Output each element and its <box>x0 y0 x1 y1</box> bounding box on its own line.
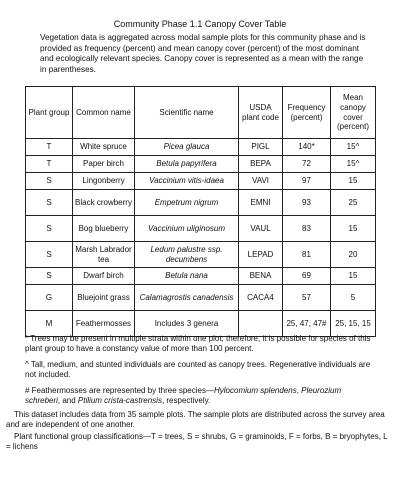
table-row <box>26 190 376 216</box>
cell-frequency: 57 <box>283 285 331 311</box>
cell-cover: 25 <box>331 190 376 216</box>
table-row <box>26 216 376 242</box>
cell-frequency: 81 <box>283 242 331 268</box>
moss-species-1: Hylocomium splendens <box>213 385 297 395</box>
cell-group: S <box>26 268 73 285</box>
cell-scientific: Betula papyrifera <box>135 156 239 173</box>
table-row <box>26 242 376 268</box>
note-canopy: ^ Tall, medium, and stunted individuals are counted as canopy trees. Regenerative individuals are not included. <box>25 359 371 380</box>
cell-frequency: 25, 47, 47# <box>283 311 331 337</box>
header-common-name: Common name <box>73 87 135 139</box>
header-scientific-name: Scientific name <box>135 87 239 139</box>
cell-cover: 15^ <box>331 156 376 173</box>
cell-scientific: Betula nana <box>135 268 239 285</box>
cell-frequency: 93 <box>283 190 331 216</box>
cell-scientific: Vaccinium uliginosum <box>135 216 239 242</box>
note-mosses-suffix: , respectively. <box>161 396 211 406</box>
note-sep-1: , <box>296 385 302 395</box>
header-frequency: Frequency (percent) <box>283 87 331 139</box>
cell-code: CACA4 <box>239 285 283 311</box>
cell-scientific: Ledum palustre ssp. decumbens <box>135 242 239 268</box>
cell-group: S <box>26 173 73 190</box>
table-header-row <box>26 87 376 139</box>
plant-group-key: Plant functional group classifications—T = trees, S = shrubs, G = graminoids, F = forbs, B = bryophytes, L = lichens <box>6 431 388 452</box>
dataset-notes <box>6 410 394 454</box>
cell-cover: 15 <box>331 268 376 285</box>
moss-species-2: Pleurozium schreberi <box>25 385 342 406</box>
cell-code: BENA <box>239 268 283 285</box>
cell-code: BEPA <box>239 156 283 173</box>
cell-group: M <box>26 311 73 337</box>
dataset-samples-note: This dataset includes data from 35 sample plots. The sample plots are distributed across the survey area and are independent of one another. <box>6 410 385 430</box>
cell-cover: 25, 15, 15 <box>331 311 376 337</box>
header-plant-group: Plant group <box>26 87 73 139</box>
cell-cover: 5 <box>331 285 376 311</box>
table-row <box>26 156 376 173</box>
cell-code: VAUL <box>239 216 283 242</box>
cell-frequency: 69 <box>283 268 331 285</box>
note-mosses-prefix: # Feathermosses are represented by three species— <box>25 385 214 395</box>
cell-code <box>239 311 283 337</box>
cell-group: S <box>26 216 73 242</box>
moss-species-3: Ptilium crista-castrensis <box>77 396 162 406</box>
cell-scientific: Calamagrostis canadensis <box>135 285 239 311</box>
cell-cover: 20 <box>331 242 376 268</box>
note-sep-2: , and <box>57 396 78 406</box>
cell-common: Dwarf birch <box>73 268 135 285</box>
cell-group: S <box>26 242 73 268</box>
cell-group: S <box>26 190 73 216</box>
cell-cover: 15^ <box>331 139 376 156</box>
note-feathermosses <box>25 386 377 407</box>
page-title: Community Phase 1.1 Canopy Cover Table <box>113 19 287 29</box>
cell-scientific: Includes 3 genera <box>135 311 239 337</box>
canopy-cover-table <box>25 86 376 337</box>
cell-scientific: Vaccinium vitis-idaea <box>135 173 239 190</box>
header-mean-cover: Mean canopy cover (percent) <box>331 87 376 139</box>
intro-paragraph: Vegetation data is aggregated across modal sample plots for this community phase and is provided as frequency (percent) and mean canopy cover (percent) of the most dominant and ecologically relevant species. Canopy cover is represented as a mean with the range in parentheses. <box>40 33 366 74</box>
cell-common: Marsh Labrador tea <box>73 242 135 268</box>
cell-common: Lingonberry <box>73 173 135 190</box>
cell-common: Bluejoint grass <box>73 285 135 311</box>
table-row <box>26 268 376 285</box>
cell-group: T <box>26 139 73 156</box>
note-trees: * Trees may be present in multiple strata within one plot; therefore, it is possible for species of this plant group to have a constancy value of more than 100 percent. <box>25 334 371 354</box>
cell-frequency: 140* <box>283 139 331 156</box>
cell-code: LEPAD <box>239 242 283 268</box>
table-row <box>26 311 376 337</box>
header-usda-code: USDA plant code <box>239 87 283 139</box>
cell-frequency: 72 <box>283 156 331 173</box>
cell-scientific: Empetrum nigrum <box>135 190 239 216</box>
table-row <box>26 139 376 156</box>
cell-common: Bog blueberry <box>73 216 135 242</box>
table-notes <box>25 334 377 411</box>
cell-cover: 15 <box>331 216 376 242</box>
cell-group: G <box>26 285 73 311</box>
cell-scientific: Picea glauca <box>135 139 239 156</box>
cell-common: Paper birch <box>73 156 135 173</box>
cell-group: T <box>26 156 73 173</box>
cell-cover: 15 <box>331 173 376 190</box>
cell-code: VAVI <box>239 173 283 190</box>
cell-common: Feathermosses <box>73 311 135 337</box>
cell-common: Black crowberry <box>73 190 135 216</box>
cell-code: EMNI <box>239 190 283 216</box>
cell-common: White spruce <box>73 139 135 156</box>
cell-code: PIGL <box>239 139 283 156</box>
table-row <box>26 285 376 311</box>
table-row <box>26 173 376 190</box>
cell-frequency: 83 <box>283 216 331 242</box>
cell-frequency: 97 <box>283 173 331 190</box>
